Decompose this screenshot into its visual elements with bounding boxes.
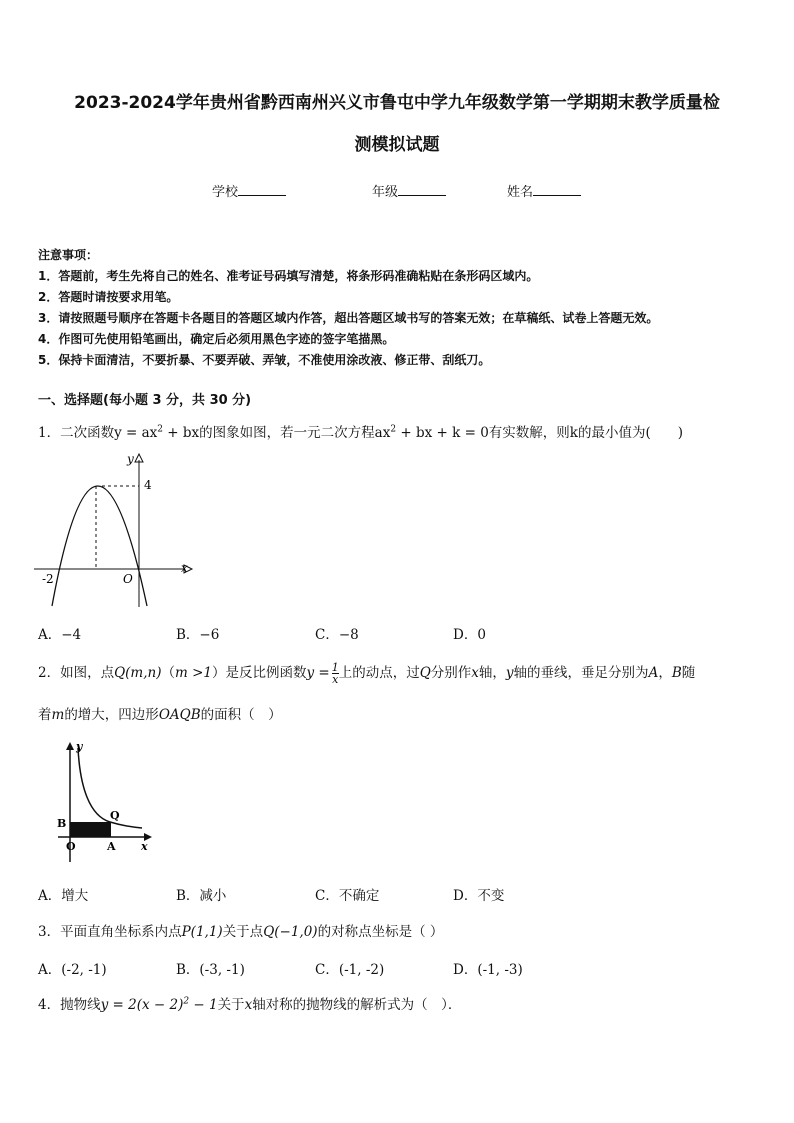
q2-option-b[interactable]: B．减小 <box>176 888 227 904</box>
q3-point-p: P(1,1) <box>181 924 223 940</box>
q1-parabola-curve <box>52 486 147 606</box>
q1-sup: 2 <box>157 424 164 435</box>
q3-text: 关于点 <box>222 924 264 940</box>
q1-formula <box>114 425 199 441</box>
q1-eq-sup: 2 <box>390 424 397 435</box>
q1-origin: O <box>123 572 133 586</box>
q4-x: x <box>244 997 253 1013</box>
grade-label: 年级 <box>372 185 399 200</box>
q3-point-q: Q(−1,0) <box>263 924 318 940</box>
question-2 <box>38 661 695 685</box>
q2-point-q: Q(m,n) <box>114 665 162 681</box>
school-blank <box>238 183 286 196</box>
q2-y: y <box>505 665 514 681</box>
question-3 <box>38 920 443 940</box>
name-label: 姓名 <box>507 185 534 200</box>
q2-b-label: B <box>57 817 67 830</box>
q2-text: 着 <box>38 707 52 723</box>
notes-heading: 注意事项： <box>38 248 99 262</box>
q2-x-label: x <box>141 840 148 853</box>
q1-top-value: 4 <box>144 478 152 492</box>
q2-a-label: A <box>107 840 116 853</box>
q3-option-b[interactable]: B．(-3, -1) <box>176 962 245 978</box>
q4-text: 关于 <box>217 997 245 1013</box>
q2-y-label: y <box>76 740 83 753</box>
q3-text: 平面直角坐标系内点 <box>60 924 182 940</box>
q2-text: ）是反比例函数 <box>211 665 307 681</box>
grade-blank <box>398 183 446 196</box>
q2-m: m <box>51 707 65 723</box>
q1-option-a[interactable]: A．−4 <box>38 627 82 643</box>
q2-option-a[interactable]: A．增大 <box>38 888 89 904</box>
q4-formula <box>101 997 218 1013</box>
grade-field <box>372 181 446 200</box>
q2-frac-den: x <box>332 673 339 686</box>
notes-block <box>38 245 658 371</box>
question-1 <box>38 421 683 441</box>
q3-number: 3． <box>38 924 61 940</box>
q2-y-arrow <box>66 742 74 750</box>
q2-text: 的增大，四边形 <box>64 707 159 723</box>
q3-option-c[interactable]: C．(-1, -2) <box>315 962 385 978</box>
q2-q-label: Q <box>110 809 120 822</box>
q2-fraction <box>332 662 339 685</box>
school-field <box>212 181 286 200</box>
q2-comma: ， <box>658 665 672 681</box>
q1-x-label: x <box>181 561 188 575</box>
q2-frac-num: 1 <box>331 661 339 674</box>
q1-parabola-graph <box>34 452 194 608</box>
notes-item: 3．请按照题号顺序在答题卡各题目的答题区域内作答，超出答题区域书写的答案无效；在草稿纸、试卷上答题无效。 <box>38 311 659 325</box>
page-title-line2: 测模拟试题 <box>354 135 440 155</box>
q1-y-label: y <box>127 452 134 466</box>
q4-text: 抛物线 <box>60 997 101 1013</box>
q2-rectangle-oaqb <box>70 822 111 837</box>
q1-formula-a: y = ax <box>114 425 158 441</box>
name-field <box>507 181 581 200</box>
q2-hyperbola-graph <box>50 738 160 863</box>
q1-k: k <box>569 425 578 441</box>
q4-formula-a: y = 2(x − 2) <box>100 997 184 1013</box>
q1-number: 1． <box>38 425 61 441</box>
notes-item: 4．作图可先使用铅笔画出，确定后必须用黑色字迹的签字笔描黑。 <box>38 332 395 346</box>
q2-q: Q <box>419 665 431 681</box>
q2-option-c[interactable]: C．不确定 <box>315 888 380 904</box>
q2-condition: m >1 <box>174 665 212 681</box>
q1-option-d[interactable]: D．0 <box>453 627 486 643</box>
school-label: 学校 <box>212 185 239 200</box>
name-blank <box>533 183 581 196</box>
page-title-line1: 2023-2024学年贵州省黔西南州兴义市鲁屯中学九年级数学第一学期期末教学质量检 <box>74 93 720 113</box>
notes-item: 1．答题前，考生先将自己的姓名、准考证号码填写清楚，将条形码准确粘贴在条形码区域内。 <box>38 269 539 283</box>
q2-text: 随 <box>681 665 696 681</box>
q2-quadrilateral: OAQB <box>158 707 201 723</box>
q4-formula-b: − 1 <box>189 997 218 1013</box>
q1-text: 的图象如图，若一元二次方程 <box>199 425 375 441</box>
q2-text: 轴的垂线，垂足分别为 <box>513 665 649 681</box>
q4-text: 轴对称的抛物线的解析式为（ ）． <box>252 997 462 1013</box>
q2-x: x <box>471 665 479 681</box>
q2-function <box>306 661 339 686</box>
q3-option-a[interactable]: A．(-2, -1) <box>38 962 107 978</box>
q2-function-y: y = <box>306 665 330 681</box>
q1-text: 的最小值为( ) <box>577 425 684 441</box>
q2-option-d[interactable]: D．不变 <box>453 888 505 904</box>
q1-left-value: -2 <box>42 572 54 586</box>
q1-option-b[interactable]: B．−6 <box>176 627 220 643</box>
q1-equation <box>375 425 489 441</box>
q1-eq-b: + bx + k = 0 <box>396 425 489 441</box>
q2-text: 轴， <box>478 665 506 681</box>
q4-sup: 2 <box>183 996 190 1007</box>
q1-formula-b: + bx <box>163 425 200 441</box>
q2-b: B <box>671 665 682 681</box>
q1-option-c[interactable]: C．−8 <box>315 627 359 643</box>
q2-text: 的面积（ ） <box>200 707 282 723</box>
notes-item: 5．保持卡面清洁，不要折暴、不要弄破、弄皱，不准使用涂改液、修正带、刮纸刀。 <box>38 353 491 367</box>
q3-text: 的对称点坐标是（ ） <box>317 924 444 940</box>
q2-o-label: O <box>66 840 76 853</box>
q3-option-d[interactable]: D．(-1, -3) <box>453 962 523 978</box>
q2-a: A <box>648 665 659 681</box>
q4-number: 4． <box>38 997 61 1013</box>
q2-text: 分别作 <box>430 665 472 681</box>
q2-text: （ <box>161 665 175 681</box>
notes-item: 2．答题时请按要求用笔。 <box>38 290 179 304</box>
q2-text: 如图，点 <box>60 665 115 681</box>
q1-text: 有实数解，则 <box>488 425 570 441</box>
question-2-line2 <box>38 703 282 723</box>
q2-number: 2． <box>38 665 61 681</box>
question-4 <box>38 993 461 1013</box>
q1-eq-a: ax <box>374 425 391 441</box>
q1-text: 二次函数 <box>60 425 115 441</box>
section-heading: 一、选择题(每小题 3 分，共 30 分) <box>38 393 252 408</box>
q2-text: 上的动点，过 <box>338 665 420 681</box>
